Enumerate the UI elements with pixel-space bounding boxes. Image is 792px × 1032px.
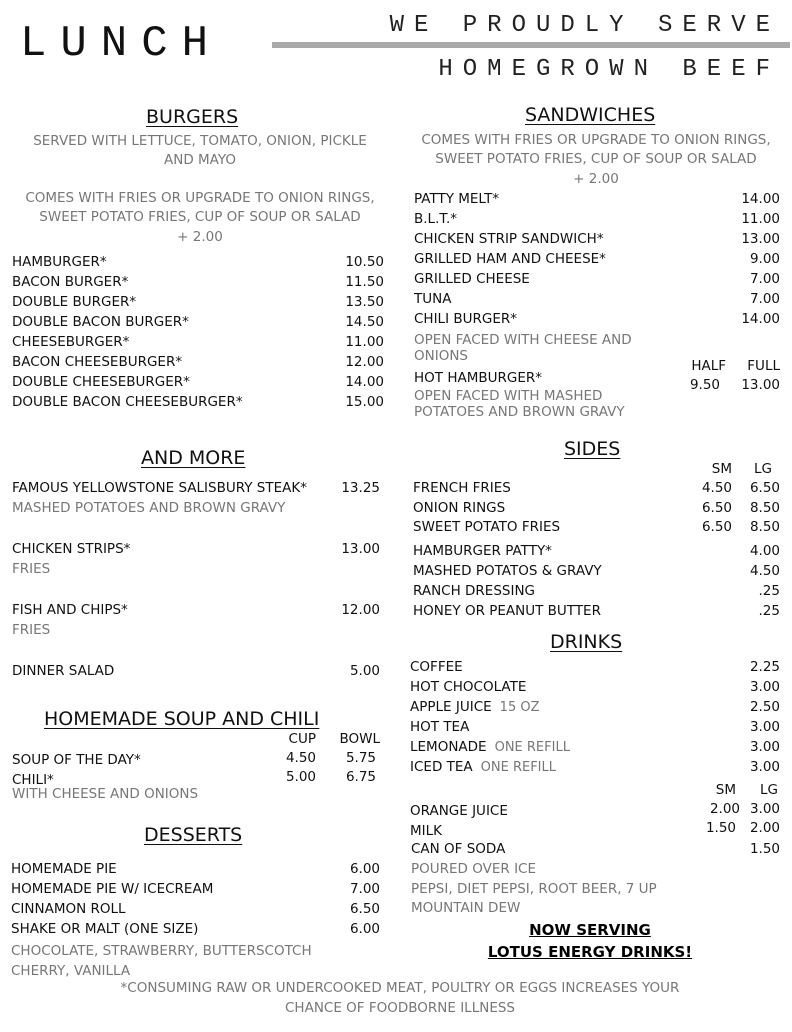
item-name: GRILLED HAM AND CHEESE*: [414, 251, 606, 267]
desserts-title: DESSERTS: [144, 824, 243, 846]
item-name: ORANGE JUICE: [410, 803, 508, 819]
burgers-note-2: COMES WITH FRIES OR UPGRADE TO ONION RINGS, SWEET POTATO FRIES, CUP OF SOUP OR SALAD: [25, 190, 375, 225]
item-description: WITH CHEESE AND ONIONS: [12, 786, 199, 802]
sm-price: 4.50: [701, 480, 732, 496]
item-price: 13.25: [341, 480, 380, 496]
item-price: 12.00: [341, 602, 380, 618]
menu-item: [410, 801, 670, 821]
item-price: 9.00: [749, 251, 780, 267]
lg-price: 2.00: [749, 820, 780, 836]
bowl-header: BOWL: [339, 731, 380, 747]
item-price: 6.50: [349, 901, 380, 917]
item-name: HAMBURGER PATTY*: [413, 543, 552, 559]
item-price: 14.00: [741, 191, 780, 207]
item-price: 13.00: [341, 541, 380, 557]
item-name: HOMEMADE PIE W/ ICECREAM: [11, 881, 214, 897]
item-name: [410, 717, 477, 738]
menu-item: [413, 517, 673, 537]
item-price: 15.00: [345, 394, 384, 410]
menu-item: [414, 269, 780, 289]
menu-item: [12, 252, 384, 272]
item-name: HOMEMADE PIE: [11, 861, 117, 877]
item-name: MILK: [410, 823, 443, 839]
item-name: SWEET POTATO FRIES: [413, 519, 561, 535]
item-price: 7.00: [749, 291, 780, 307]
menu-item: [12, 312, 384, 332]
menu-item: [12, 372, 384, 392]
sm-price: 6.50: [701, 519, 732, 535]
item-name: DOUBLE BACON BURGER*: [12, 314, 189, 330]
item-description: MOUNTAIN DEW: [411, 900, 521, 916]
item-price: .25: [758, 603, 780, 619]
item-description: FRIES: [12, 622, 51, 638]
menu-item: [413, 581, 780, 601]
item-name: CAN OF SODA: [411, 841, 506, 857]
item-price: 3.00: [749, 759, 780, 775]
item-price: 14.50: [345, 314, 384, 330]
lg-price: 8.50: [749, 519, 780, 535]
item-name: BACON BURGER*: [12, 274, 129, 290]
item-name: B.L.T.*: [414, 211, 458, 227]
item-description: CHOCOLATE, STRAWBERRY, BUTTERSCOTCH CHERRY, VANILLA: [11, 943, 312, 979]
menu-item: [411, 839, 780, 859]
item-name: HONEY OR PEANUT BUTTER: [413, 603, 601, 619]
and-more-title: AND MORE: [141, 447, 246, 469]
item-name: DOUBLE BURGER*: [12, 294, 137, 310]
drink-extra: ONE REFILL: [480, 760, 556, 775]
menu-item: [11, 859, 380, 879]
notice-line-2: LOTUS ENERGY DRINKS!: [487, 943, 693, 961]
menu-item: [12, 332, 384, 352]
cup-price: 4.50: [285, 750, 316, 766]
drink-extra: 15 OZ: [499, 700, 540, 715]
item-price: 5.00: [349, 663, 380, 679]
lg-header: LG: [754, 461, 772, 477]
item-name: CHICKEN STRIP SANDWICH*: [414, 231, 604, 247]
item-price: 11.50: [345, 274, 384, 290]
item-price: 3.00: [749, 719, 780, 735]
item-description: FRIES: [12, 561, 51, 577]
item-price: 6.00: [349, 921, 380, 937]
foodborne-illness-disclaimer: *CONSUMING RAW OR UNDERCOOKED MEAT, POULTRY OR EGGS INCREASES YOUR CHANCE OF FOODBORNE ILLNESS: [120, 980, 680, 1016]
item-name: HAMBURGER*: [12, 254, 107, 270]
menu-item: [11, 879, 380, 899]
lg-price: 6.50: [749, 480, 780, 496]
item-price: 2.25: [749, 659, 780, 675]
menu-item: [414, 209, 780, 229]
item-name: CINNAMON ROLL: [11, 901, 126, 917]
drink-name: COFFEE: [410, 659, 463, 675]
menu-item: [414, 289, 780, 309]
menu-item: [413, 601, 780, 621]
sm-header: SM: [715, 782, 736, 798]
sm-header: SM: [711, 461, 732, 477]
item-description: OPEN FACED WITH CHEESE AND ONIONS: [414, 332, 632, 364]
item-name: DINNER SALAD: [12, 663, 115, 679]
menu-item: [12, 478, 380, 498]
soup-title: HOMEMADE SOUP AND CHILI: [44, 708, 320, 730]
item-price: 13.50: [345, 294, 384, 310]
menu-item: [12, 392, 384, 412]
item-price: .25: [758, 583, 780, 599]
sm-price: 1.50: [705, 820, 736, 836]
item-price: 14.00: [345, 374, 384, 390]
menu-item: [414, 309, 780, 329]
item-name: [410, 657, 471, 678]
drink-name: HOT CHOCOLATE: [410, 679, 527, 695]
page-title: LUNCH: [20, 19, 223, 69]
drink-name: ICED TEA: [410, 759, 473, 775]
half-price: 9.50: [689, 377, 720, 393]
item-name: HOT HAMBURGER*: [414, 370, 542, 386]
item-price: 3.00: [749, 679, 780, 695]
menu-item: [12, 661, 380, 681]
item-price: 10.50: [345, 254, 384, 270]
drink-extra: ONE REFILL: [494, 740, 570, 755]
bowl-price: 6.75: [345, 769, 376, 785]
half-header: HALF: [691, 358, 726, 374]
item-price: 12.00: [345, 354, 384, 370]
menu-item: [413, 541, 780, 561]
item-name: FISH AND CHIPS*: [12, 602, 128, 618]
menu-item: [12, 600, 380, 620]
menu-item: [414, 249, 780, 269]
menu-item: [410, 737, 780, 758]
item-description: PEPSI, DIET PEPSI, ROOT BEER, 7 UP: [411, 881, 657, 897]
item-price: 1.50: [749, 841, 780, 857]
item-name: CHILI BURGER*: [414, 311, 517, 327]
sandwiches-note-b: + 2.00: [573, 171, 619, 187]
menu-item: [11, 919, 380, 939]
item-price: 13.00: [741, 231, 780, 247]
sm-price: 2.00: [709, 801, 740, 817]
menu-item: [413, 478, 673, 498]
item-price: 11.00: [345, 334, 384, 350]
drink-name: LEMONADE: [410, 739, 487, 755]
menu-item: [12, 750, 262, 770]
tagline-1: WE PROUDLY SERVE: [389, 12, 780, 39]
item-name: PATTY MELT*: [414, 191, 500, 207]
item-price: 4.00: [749, 543, 780, 559]
item-price: 6.00: [349, 861, 380, 877]
item-name: BACON CHEESEBURGER*: [12, 354, 183, 370]
item-price: 3.00: [749, 739, 780, 755]
header-divider: [272, 42, 790, 48]
menu-item: [413, 561, 780, 581]
item-name: CHILI*: [12, 772, 54, 788]
item-name: [410, 757, 556, 778]
drink-name: HOT TEA: [410, 719, 470, 735]
item-name: DOUBLE CHEESEBURGER*: [12, 374, 190, 390]
lg-price: 3.00: [749, 801, 780, 817]
burgers-title: BURGERS: [146, 106, 239, 128]
menu-item: [12, 292, 384, 312]
item-name: SHAKE OR MALT (ONE SIZE): [11, 921, 199, 937]
item-name: GRILLED CHEESE: [414, 271, 530, 287]
item-price: 11.00: [741, 211, 780, 227]
menu-item: [410, 757, 780, 778]
tagline-2: HOMEGROWN BEEF: [438, 56, 780, 83]
item-name: [410, 677, 534, 698]
menu-item: [12, 272, 384, 292]
item-name: FRENCH FRIES: [413, 480, 511, 496]
sandwiches-title: SANDWICHES: [525, 104, 656, 126]
item-name: SOUP OF THE DAY*: [12, 752, 141, 768]
item-price: 7.00: [349, 881, 380, 897]
menu-item: [414, 229, 780, 249]
bowl-price: 5.75: [345, 750, 376, 766]
sm-price: 6.50: [701, 500, 732, 516]
burgers-note-2b: + 2.00: [177, 229, 223, 245]
sandwiches-note: COMES WITH FRIES OR UPGRADE TO ONION RINGS, SWEET POTATO FRIES, CUP OF SOUP OR SALAD: [421, 132, 771, 167]
cup-price: 5.00: [285, 769, 316, 785]
item-name: [410, 697, 539, 718]
menu-item: [12, 352, 384, 372]
item-name: RANCH DRESSING: [413, 583, 536, 599]
item-name: FAMOUS YELLOWSTONE SALISBURY STEAK*: [12, 480, 307, 496]
lg-header: LG: [760, 782, 778, 798]
menu-item: [410, 677, 780, 698]
menu-item: [413, 498, 673, 518]
menu-item: [410, 657, 780, 678]
burgers-note-1: SERVED WITH LETTUCE, TOMATO, ONION, PICKLE AND MAYO: [33, 133, 367, 168]
menu-item: [410, 717, 780, 738]
item-name: TUNA: [414, 291, 452, 307]
lg-price: 8.50: [749, 500, 780, 516]
item-name: CHEESEBURGER*: [12, 334, 130, 350]
cup-header: CUP: [288, 731, 316, 747]
full-price: 13.00: [741, 377, 780, 393]
item-description: MASHED POTATOES AND BROWN GRAVY: [12, 500, 286, 516]
item-price: 4.50: [749, 563, 780, 579]
full-header: FULL: [747, 358, 780, 374]
item-name: [410, 737, 570, 758]
item-name: MASHED POTATOS & GRAVY: [413, 563, 602, 579]
menu-item: [12, 539, 380, 559]
menu-item: [414, 368, 664, 388]
item-description: POURED OVER ICE: [411, 861, 537, 877]
notice-line-1: NOW SERVING: [529, 921, 651, 939]
item-name: CHICKEN STRIPS*: [12, 541, 131, 557]
item-price: 2.50: [749, 699, 780, 715]
menu-item: [410, 697, 780, 718]
item-name: ONION RINGS: [413, 500, 506, 516]
item-name: DOUBLE BACON CHEESEBURGER*: [12, 394, 243, 410]
drinks-title: DRINKS: [550, 631, 623, 653]
item-price: 14.00: [741, 311, 780, 327]
drink-name: APPLE JUICE: [410, 699, 492, 715]
menu-item: [11, 899, 380, 919]
menu-item: [414, 189, 780, 209]
item-price: 7.00: [749, 271, 780, 287]
item-description: OPEN FACED WITH MASHED POTATOES AND BROWN GRAVY: [414, 388, 625, 420]
menu-item: [410, 821, 670, 841]
sides-title: SIDES: [564, 438, 621, 460]
